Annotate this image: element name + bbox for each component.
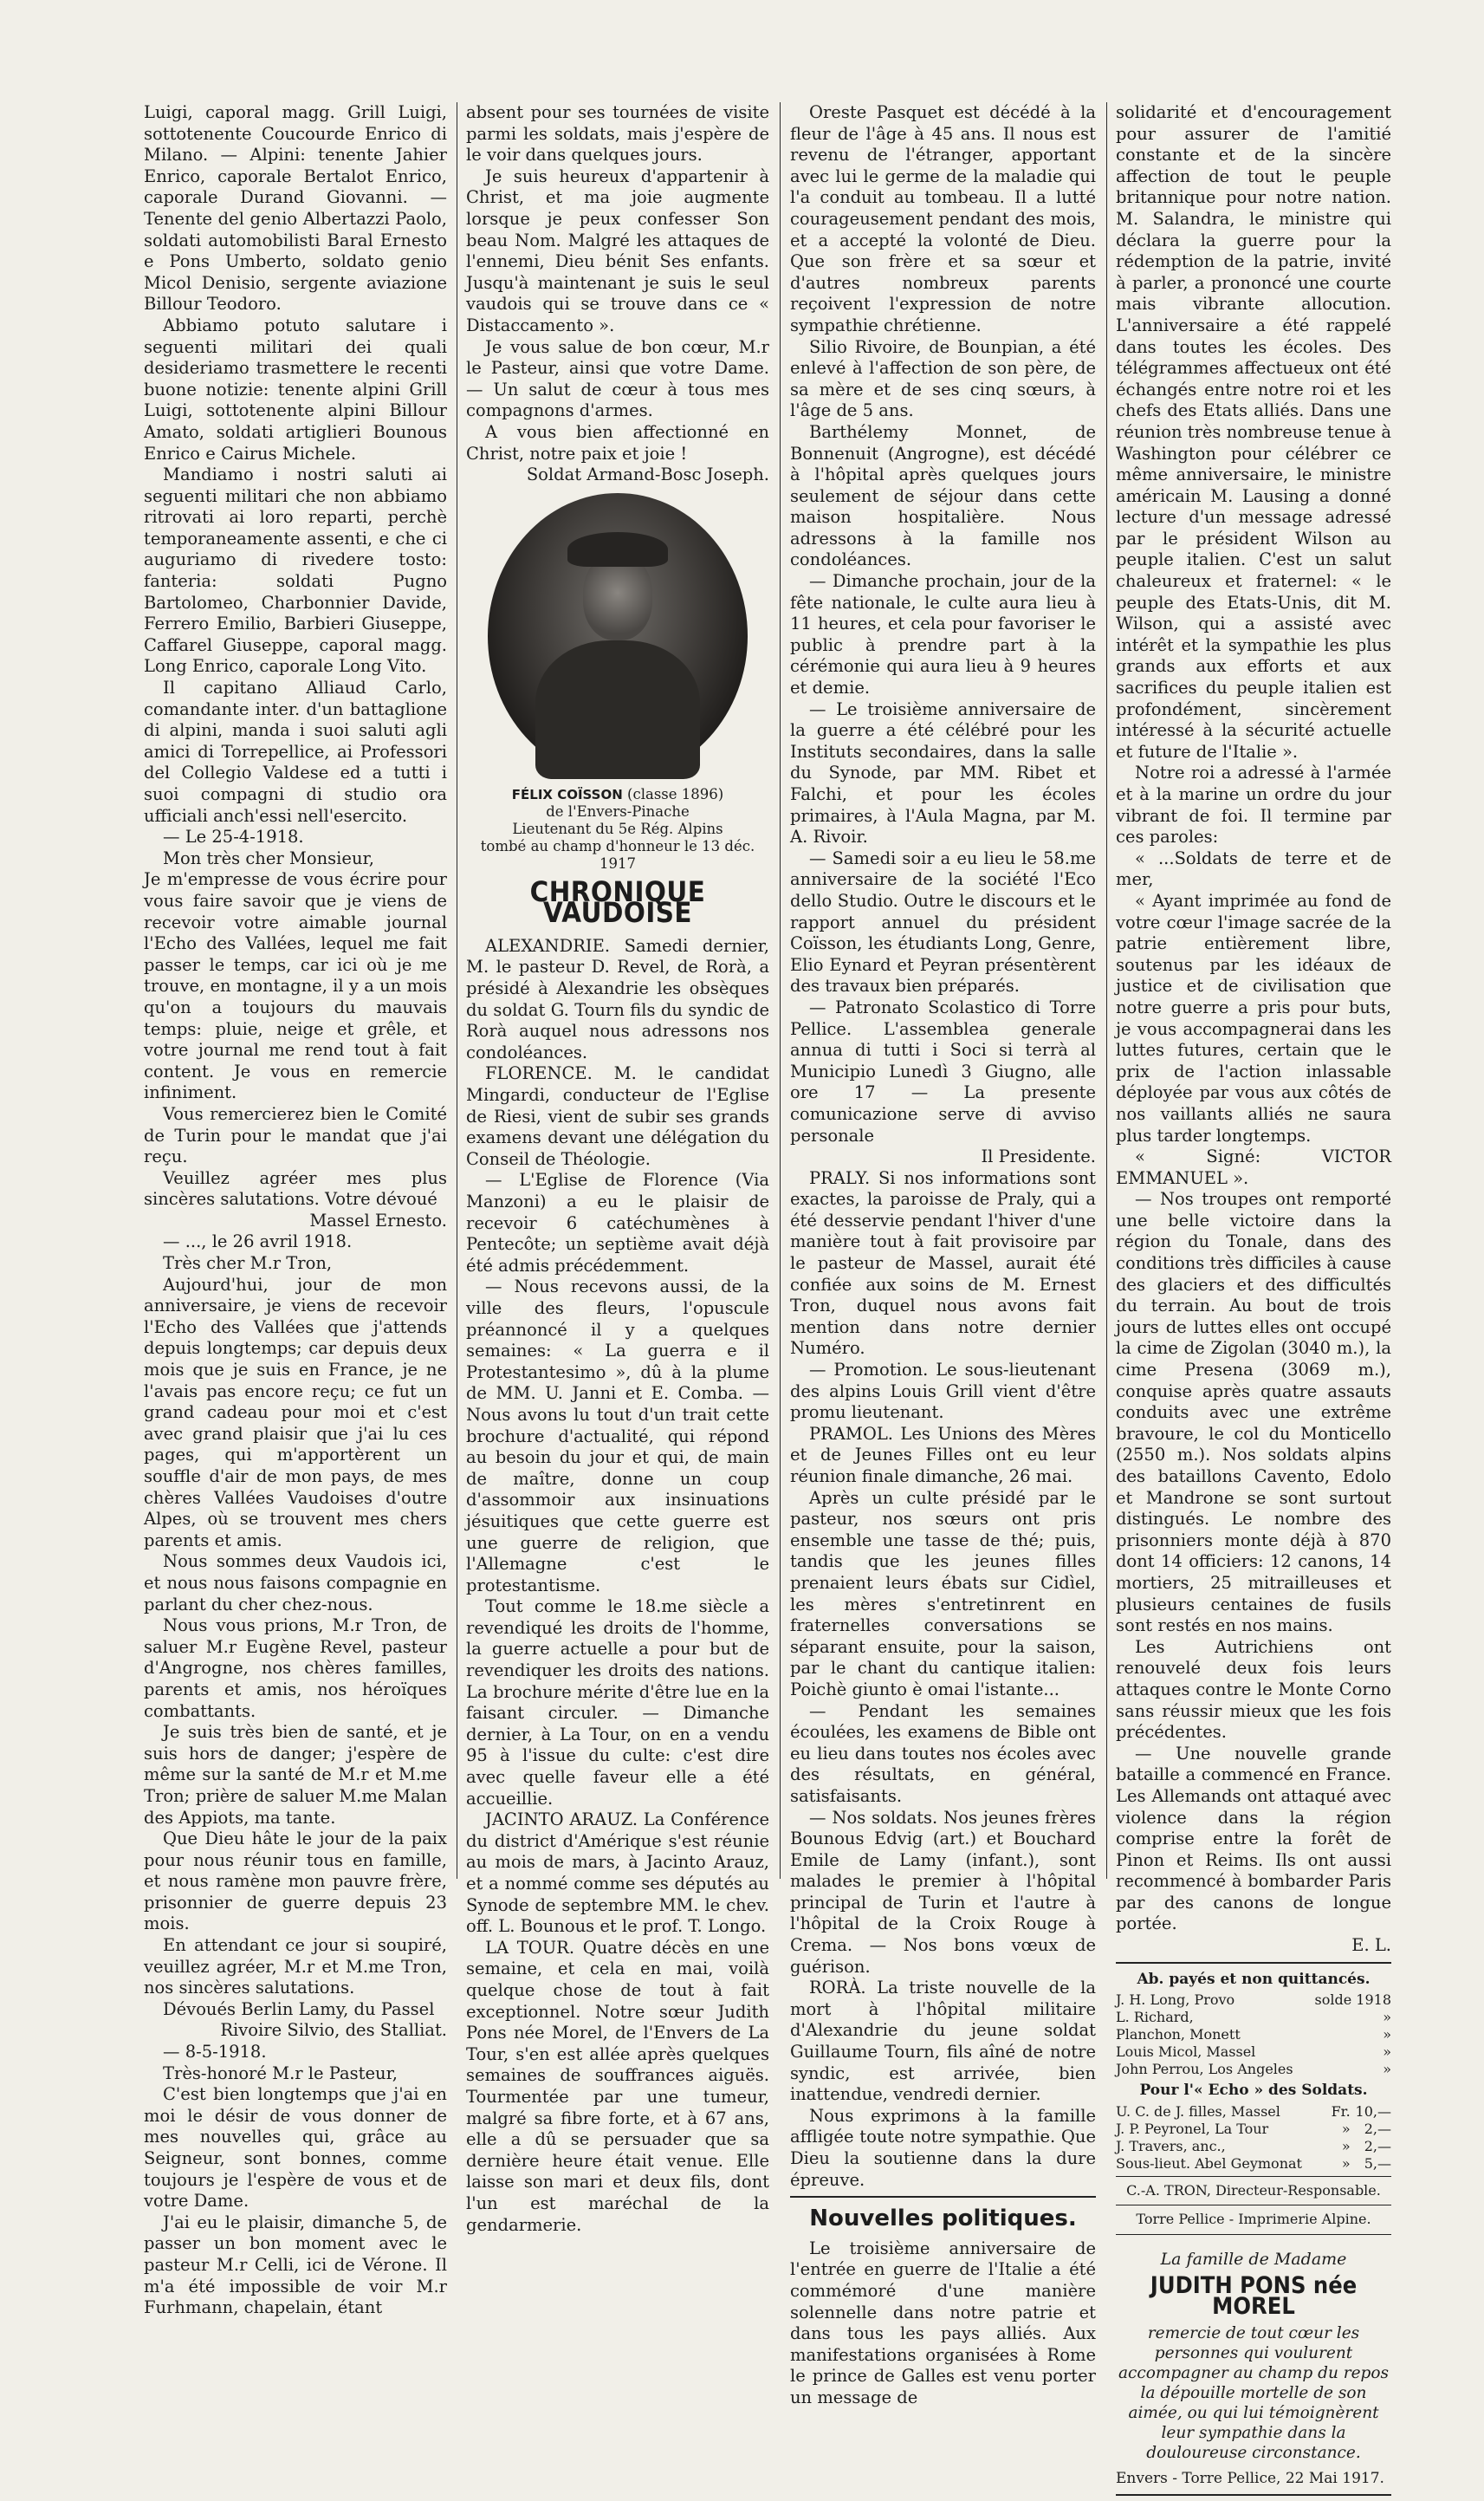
table-row	[1116, 2009, 1391, 2026]
paragraph: Silio Rivoire, de Bounpian, a été enlevé à l'affection de son père, de sa mère et de ses cinq sœurs, à l'âge de 5 ans.	[790, 336, 1096, 421]
portrait-cap	[567, 532, 668, 567]
column-rule	[780, 102, 781, 1879]
paragraph: — 8-5-1918.	[163, 2042, 267, 2063]
paragraph: Veuillez agréer mes plus sincères salutations. Votre dévoué	[144, 1167, 447, 1210]
paragraph: — ..., le 26 avril 1918.	[163, 1231, 353, 1252]
paragraph: RORÀ. La triste nouvelle de la mort à l'hôpital militaire d'Alexandrie du jeune soldat Guillaume Tourn, fils aîné de notre syndic, est arrivée, bien inattendue, vendredi dernier.	[790, 1978, 1096, 2105]
paragraph: — Nos soldats. Nos jeunes frères Bounous Edvig (art.) et Bouchard Emile de Lamy (infant.), sont malades le premier à l'hôpital principal de Turin et l'autre à l'hôpital de la Croix Rouge à Crema. — Nos bons vœux de guérison.	[790, 1807, 1096, 1977]
paragraph: Massel Ernesto.	[309, 1210, 447, 1231]
paragraph: Rivoire Silvio, des Stalliat.	[220, 2020, 447, 2041]
chronique-heading: CHRONIQUE VAUDOISE	[529, 874, 706, 930]
table-row	[1116, 2043, 1391, 2061]
photo-caption	[466, 786, 769, 873]
paragraph: C'est bien longtemps que j'ai en moi le désir de vous donner de mes nouvelles qui, grâce au Seigneur, sont bonnes, comme toujours je l'espère de vous et de votre Dame.	[144, 2084, 447, 2212]
caption-line2: de l'Envers-Pinache	[546, 802, 690, 820]
paragraph: JACINTO ARAUZ. La Conférence du district d'Amérique s'est réunie au mois de mars, à Jacinto Arauz, et a nommé comme ses députés au Synode de septembre MM. le chev. off. L. Bounous et le prof. T. Longo.	[466, 1809, 769, 1937]
paragraph: Il Presidente.	[981, 1147, 1096, 1167]
director-line: C.-A. TRON, Directeur-Responsable.	[1126, 2181, 1381, 2199]
paragraph: Très-honoré M.r le Pasteur,	[163, 2063, 398, 2083]
paragraph: FLORENCE. M. le candidat Mingardi, conducteur de l'Eglise de Riesi, vient de subir ses grands examens devant une délégation du Conseil de Théologie.	[466, 1063, 769, 1169]
cell-amount: 2,—	[1364, 2120, 1391, 2137]
divider	[1116, 1962, 1391, 1964]
table-row	[1116, 2121, 1391, 2138]
paragraph: Après un culte présidé par le pasteur, nos sœurs ont pris ensemble une tasse de thé; puis, tandis que les jeunes filles prenaient leurs ébats sur Cidìel, les mères s'entretinrent en fraternelles conversations se séparant ensuite, pour la saison, par le chant du cantique italien: Poichè giunto è omai l'istante...	[790, 1487, 1096, 1699]
cell-col: »	[1341, 2137, 1351, 2154]
cell-name: Louis Micol, Massel	[1116, 2043, 1256, 2061]
cell-amount: 10,—	[1355, 2102, 1391, 2120]
subscriptions-title: Ab. payés et non quittancés.	[1137, 1970, 1371, 1988]
subscriptions-table	[1116, 1991, 1391, 2078]
cell-col: »	[1383, 2061, 1391, 2078]
paragraph: Mandiamo i nostri saluti ai seguenti militari che non abbiamo ritrovati ai loro reparti, perchè temporaneamente assenti, e che ci auguriamo di rivedere tosto: fanteria: soldati Pugno Bartolomeo, Charbonnier Davide, Ferrero Emilio, Barbieri Giuseppe, Caffarel Giuseppe, caporal magg. Long Enrico, caporale Long Vito.	[144, 464, 447, 677]
politics-heading: Nouvelles politiques.	[809, 2205, 1077, 2232]
cell-name: John Perrou, Los Angeles	[1116, 2061, 1293, 2078]
paragraph: — Une nouvelle grande bataille a commencé en France. Les Allemands ont attaqué avec violence dans la région comprise entre la forêt de Pinon et Reims. Ils ont aussi recommencé à bombarder Paris par des canons de longue portée.	[1116, 1743, 1391, 1934]
paragraph: Notre roi a adressé à l'armée et à la marine un ordre du jour vibrant de foi. Il termine par ces paroles:	[1116, 763, 1391, 848]
paragraph: Les Autrichiens ont renouvelé deux fois leurs attaques contre le Monte Corno sans réussir mieux que les fois précédentes.	[1116, 1636, 1391, 1743]
paragraph: Luigi, caporal magg. Grill Luigi, sottotenente Coucourde Enrico di Milano. — Alpini: tenente Jahier Enrico, caporale Bertalot Enrico, caporale Durand Giovanni. — Tenente del genio Albertazzi Paolo, soldati automobilisti Baral Ernesto e Pons Umberto, soldato genio Micol Denisio, sergente aviazione Billour Teodoro.	[144, 102, 447, 315]
paragraph: Nous exprimons à la famille affligée toute notre sympathie. Que Dieu la soutienne dans la dure épreuve.	[790, 2105, 1096, 2190]
paragraph: PRALY. Si nos informations sont exactes, la paroisse de Praly, qui a été desservie pendant l'hiver d'une manière tout à fait provisoire par le pasteur de Massel, aurait été confiée aux soins de M. Ernest Tron, duquel nous avons fait mention dans notre dernier Numéro.	[790, 1167, 1096, 1359]
section-divider	[790, 2196, 1096, 2198]
table-row	[1116, 2138, 1391, 2155]
paragraph: Mon très cher Monsieur,	[163, 848, 374, 868]
column-2-top	[466, 102, 769, 486]
paragraph: — Nos troupes ont remporté une belle victoire dans la région du Tonale, dans des conditions très difficiles à cause des glaciers et des difficultés du terrain. Au bout de trois jours de luttes elles ont occupé la cime de Zigolan (3040 m.), la cime Presena (3069 m.), conquise après quatre assauts conduits avec une extrême bravoure, le col du Monticello (2550 m.). Nos soldats alpins des bataillons Cavento, Edolo et Mandrone se sont surtout distingués. Le nombre des prisonniers monte déjà à 870 dont 14 officiers: 12 canons, 14 mortiers, 25 mitrailleuses et plusieurs centaines de fusils sont restés en nos mains.	[1116, 1189, 1391, 1636]
paragraph: absent pour ses tournées de visite parmi les soldats, mais j'espère de le voir dans quelques jours.	[466, 102, 769, 166]
divider	[1116, 2234, 1391, 2235]
paragraph: Barthélemy Monnet, de Bonnenuit (Angrogne), est décédé à l'hôpital après quelques jours seulement de séjour dans cette maison hospitalière. Nous adressons à la famille nos condoléances.	[790, 421, 1096, 570]
paragraph: Nous vous prions, M.r Tron, de saluer M.r Eugène Revel, pasteur d'Angrogne, nos chères familles, parents et amis, nos héroïques combattants.	[144, 1615, 447, 1721]
paragraph: PRAMOL. Les Unions des Mères et de Jeunes Filles ont eu leur réunion finale dimanche, 26 mai.	[790, 1423, 1096, 1486]
column-rule	[1106, 102, 1107, 1879]
portrait-photo	[488, 493, 748, 779]
table-row	[1116, 2026, 1391, 2043]
cell-name: U. C. de J. filles, Massel	[1116, 2102, 1280, 2120]
cell-col: »	[1341, 2120, 1351, 2137]
paragraph: Je suis très bien de santé, et je suis hors de danger; j'espère de même sur la santé de M.r et M.me Tron; prière de saluer M.me Malan des Appiots, ma tante.	[144, 1722, 447, 1828]
table-row	[1116, 2155, 1391, 2173]
paragraph: En attendant ce jour si soupiré, veuillez agréer, M.r et M.me Tron, nos sincères salutations.	[144, 1935, 447, 1998]
column-2-bottom	[466, 936, 769, 2236]
cell-name: J. P. Peyronel, La Tour	[1116, 2120, 1269, 2137]
caption-line3: Lieutenant du 5e Rég. Alpins	[512, 820, 723, 837]
paragraph: — Promotion. Le sous-lieutenant des alpins Louis Grill vient d'être promu lieutenant.	[790, 1360, 1096, 1423]
column-3	[790, 102, 1096, 2409]
caption-class: (classe 1896)	[627, 785, 724, 802]
paragraph: Vous remercierez bien le Comité de Turin pour le mandat que j'ai reçu.	[144, 1103, 447, 1167]
cell-name: J. Travers, anc.,	[1116, 2137, 1226, 2154]
paragraph: ALEXANDRIE. Samedi dernier, M. le pasteur D. Revel, de Rorà, a présidé à Alexandrie les obsèques du soldat G. Tourn fils du syndic de Rorà auquel nous adressons nos condoléances.	[466, 935, 769, 1062]
announcement-footer: Envers - Torre Pellice, 22 Mai 1917.	[1116, 2469, 1384, 2487]
paragraph: Oreste Pasquet est décédé à la fleur de l'âge à 45 ans. Il nous est revenu de l'étranger, apportant avec lui le germe de la maladie qui l'a conduit au tombeau. Il a lutté courageusement pendant des mois, et a accepté la volonté de Dieu. Que son frère et sa sœur et d'autres nombreux parents reçoivent l'expression de notre sympathie chrétienne.	[790, 102, 1096, 335]
cell-name: L. Richard,	[1116, 2009, 1194, 2026]
caption-name: FÉLIX COÏSSON	[511, 786, 623, 802]
cell-col: »	[1383, 2009, 1391, 2026]
paragraph: Le troisième anniversaire de l'entrée en guerre de l'Italie a été commémoré d'une manière solennelle dans notre patrie et dans tous les pays alliés. Aux manifestations organisées à Rome le prince de Galles est venu porter un message de	[790, 2238, 1096, 2407]
column-3-bottom	[790, 2238, 1096, 2409]
paragraph: — Dimanche prochain, jour de la fête nationale, le culte aura lieu à 11 heures, et cela pour favoriser le public à prendre part à la cérémonie qui aura lieu à 9 heures et demie.	[790, 571, 1096, 698]
paragraph: Je suis heureux d'appartenir à Christ, et ma joie augmente lorsque je peux confesser Son beau Nom. Malgré les attaques de l'ennemi, Dieu bénit Ses enfants. Jusqu'à maintenant je suis le seul vaudois qui se trouve dans ce « Distaccamento ».	[466, 166, 769, 335]
column-4-text	[1116, 102, 1391, 1957]
donations-table	[1116, 2103, 1391, 2173]
paragraph: « Signé: VICTOR EMMANUEL ».	[1116, 1147, 1391, 1188]
cell-name: Planchon, Monett	[1116, 2026, 1241, 2043]
cell-col: Fr.	[1331, 2102, 1351, 2120]
portrait-face	[583, 554, 652, 640]
paragraph: « ...Soldats de terre et de mer,	[1116, 848, 1391, 890]
caption-line4: tombé au champ d'honneur le 13 déc. 1917	[480, 837, 755, 872]
printer-line: Torre Pellice - Imprimerie Alpine.	[1136, 2211, 1371, 2228]
cell-name: Sous-lieut. Abel Geymonat	[1116, 2154, 1302, 2172]
paragraph: — Nous recevons aussi, de la ville des fleurs, l'opuscule préannoncé il y a quelques semaines: « La guerra e il Protestantesimo », dû à la plume de MM. U. Janni et E. Comba. — Nous avons lu tout d'un trait cette brochure d'actualité, qui répond au besoin du jour et qui, de main de maître, donne un coup d'assommoir aux insinuations jésuitiques que cette guerre est une guerre de religion, que l'Allemagne c'est le protestantisme.	[466, 1276, 769, 1595]
paragraph: Aujourd'hui, jour de mon anniversaire, je viens de recevoir l'Echo des Vallées que j'attends depuis longtemps; car depuis deux mois que je suis en France, je ne l'avais pas encore reçu; ce fut un grand cadeau pour moi et c'est avec grand plaisir que j'ai lu ces pages, qui m'apportèrent un souffle d'air de mon pays, de mes chères Vallées Vaudoises d'outre Alpes, où se trouvent mes chers parents et amis.	[144, 1274, 447, 1550]
column-4	[1116, 102, 1391, 2501]
paragraph: Je m'empresse de vous écrire pour vous faire savoir que je viens de recevoir votre aimable journal l'Echo des Vallées, lequel me fait passer le temps, car ici où je me trouve, en montagne, il y a un mois qu'on a toujours du mauvais temps: pluie, neige et grêle, et votre journal me rend tout à fait content. Je vous en remercie infiniment.	[144, 869, 447, 1103]
cell-amount: 5,—	[1364, 2154, 1391, 2172]
cell-col: solde 1918	[1314, 1991, 1391, 2009]
divider	[1116, 2176, 1391, 2177]
cell-name: J. H. Long, Provo	[1116, 1991, 1235, 2009]
donations-title: Pour l'« Echo » des Soldats.	[1139, 2082, 1368, 2100]
paragraph: J'ai eu le plaisir, dimanche 5, de passer un bon moment avec le pasteur M.r Celli, ici de Vérone. Il m'a été impossible de voir M.r Furhmann, chapelain, étant	[144, 2212, 447, 2318]
paragraph: — Pendant les semaines écoulées, les examens de Bible ont eu lieu dans toutes nos écoles avec des résultats, en général, satisfaisants.	[790, 1700, 1096, 1806]
paragraph: Je vous salue de bon cœur, M.r le Pasteur, ainsi que votre Dame. — Un salut de cœur à tous mes compagnons d'armes.	[466, 336, 769, 421]
table-row	[1116, 2103, 1391, 2121]
paragraph: Très cher M.r Tron,	[163, 1253, 333, 1274]
table-row	[1116, 1991, 1391, 2009]
paragraph: Il capitano Alliaud Carlo, comandante inter. d'un battaglione di alpini, manda i suoi saluti agli amici di Torrepellice, ai Professori del Collegio Valdese ed a tutti i suoi compagni di studio ora ufficiali anch'essi nell'esercito.	[144, 678, 447, 826]
paragraph: Que Dieu hâte le jour de la paix pour nous réunir tous en famille, et nous ramène mon pauvre frère, prisonnier de guerre depuis 23 mois.	[144, 1829, 447, 1934]
paragraph: — L'Eglise de Florence (Via Manzoni) a eu le plaisir de recevoir 6 catéchumènes à Pentecôte; un septième avait déjà été admis précédemment.	[466, 1170, 769, 1276]
column-3-top	[790, 102, 1096, 2191]
cell-col: »	[1341, 2154, 1351, 2172]
paragraph: Tout comme le 18.me siècle a revendiqué les droits de l'homme, la guerre actuelle a pour but de revendiquer les droits des nations. La brochure mérite d'être lue en la faisant circuler. — Dimanche dernier, à La Tour, on en a vendu 95 à l'issue du culte: c'est dire avec quelle faveur elle a été accueillie.	[466, 1596, 769, 1809]
cell-amount: 2,—	[1364, 2137, 1391, 2154]
cell-col: »	[1383, 2026, 1391, 2043]
divider	[1116, 2494, 1391, 2496]
paragraph: Abbiamo potuto salutare i seguenti militari dei quali desideriamo trasmettere le recenti buone notizie: tenente alpini Grill Luigi, sottotenente alpini Billour Amato, soldati artiglieri Bounous Enrico e Cairus Michele.	[144, 315, 447, 464]
paragraph: — Le 25-4-1918.	[163, 827, 304, 848]
paragraph: E. L.	[1351, 1935, 1391, 1956]
paragraph: Dévoués Berlin Lamy, du Passel	[163, 1998, 435, 2019]
announcement-name: JUDITH PONS née MOREL	[1150, 2271, 1358, 2321]
table-row	[1116, 2061, 1391, 2078]
cell-col: »	[1383, 2043, 1391, 2061]
paragraph: « Ayant imprimée au fond de votre cœur l'image sacrée de la patrie entièrement libre, soutenus par les idéaux de justice et de civilisation que notre guerre a pris pour buts, je vous accompagnerai dans les luttes futures, certain que le prix de l'action inlassable déployée par vous aux côtés de nos vaillants alliés ne saura plus tarder longtemps.	[1116, 890, 1391, 1146]
paragraph: Soldat Armand-Bosc Joseph.	[526, 464, 769, 485]
paragraph: — Samedi soir a eu lieu le 58.me anniversaire de la société l'Eco dello Studio. Outre le discours et le rapport annuel du président Coïsson, les étudiants Long, Genre, Elio Eynard et Peyran présentèrent des travaux bien préparés.	[790, 848, 1096, 997]
paragraph: A vous bien affectionné en Christ, notre paix et joie !	[466, 421, 769, 464]
column-2	[466, 102, 769, 2236]
column-1	[144, 102, 447, 2319]
paragraph: LA TOUR. Quatre décès en une semaine, et cela en mai, voilà quelque chose de tout à fait exceptionnel. Notre sœur Judith Pons née Morel, de l'Envers de La Tour, s'en est allée après quelques semaines de souffrances aiguës. Tourmentée par une tumeur, malgré sa fibre forte, et à 67 ans, elle a dû se persuader que sa dernière heure était venue. Elle laisse son mari et deux fils, dont l'un est maréchal de la gendarmerie.	[466, 1937, 769, 2235]
portrait-uniform	[535, 640, 700, 779]
paragraph: — Patronato Scolastico di Torre Pellice. L'assemblea generale annua di tutti i Soci si terrà al Municipio Lunedì 3 Giugno, alle ore 17 — La presente comunicazione serve di avviso personale	[790, 997, 1096, 1146]
paragraph: — Le troisième anniversaire de la guerre a été célébré pour les Instituts secondaires, dans la salle du Synode, par MM. Ribet et Falchi, et pour les écoles primaires, à l'Aula Magna, par M. A. Rivoir.	[790, 698, 1096, 848]
announcement-intro: La famille de Madame	[1160, 2250, 1347, 2270]
paragraph: solidarité et d'encouragement pour assurer de l'amitié constante et de la sincère affection de tout le peuple britannique pour notre nation. M. Salandra, le ministre qui déclara la guerre pour la rédemption de la patrie, invité à parler, a prononcé une courte mais vibrante allocution. L'anniversaire a été rappelé dans toutes les écoles. Des télégrammes affectueux ont été échangés entre notre roi et les chefs des Etats alliés. Dans une réunion très nombreuse tenue à Washington pour célébrer ce même anniversaire, le ministre américain M. Lausing a donné lecture d'un message adressé par le président Wilson au peuple italien. C'est un salut chaleureux et fraternel: « le peuple des Etats-Unis, dit M. Wilson, qui a assisté avec intérêt et la sympathie les plus grands aux efforts et aux sacrifices du peuple italien est profondément, sincèrement intéressé à la sécurité actuelle et future de l'Italie ».	[1116, 102, 1391, 762]
paragraph: Nous sommes deux Vaudois ici, et nous nous faisons compagnie en parlant du cher chez-nous.	[144, 1551, 447, 1614]
announcement-text: remercie de tout cœur les personnes qui voulurent accompagner au champ du repos la dépouille mortelle de son aimée, ou qui lui témoignèrent leur sympathie dans la douloureuse circonstance.	[1118, 2323, 1390, 2462]
